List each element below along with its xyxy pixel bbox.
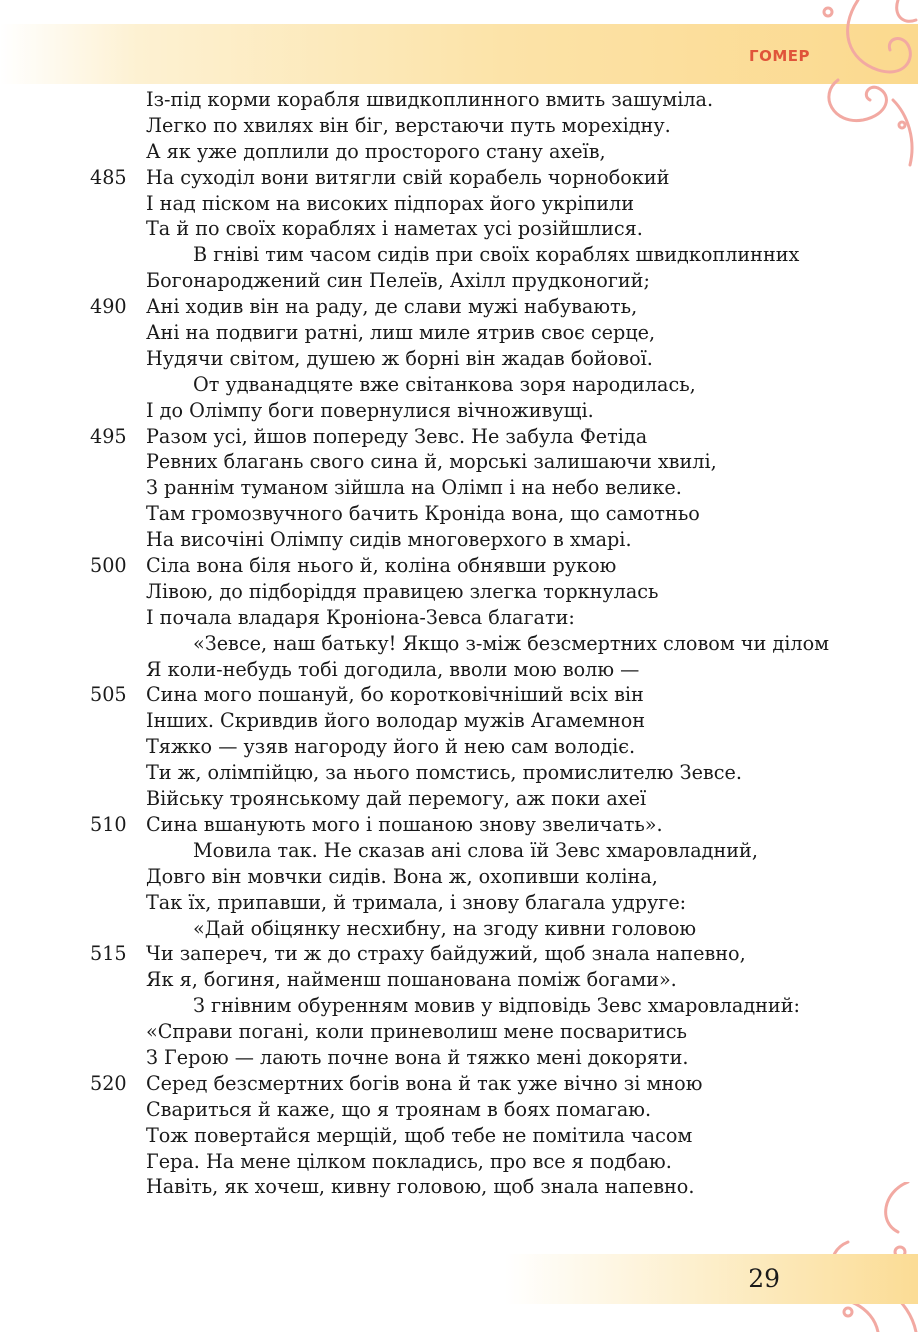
poem-line — [0, 398, 918, 424]
line-number: 510 — [90, 812, 127, 836]
poem-line — [0, 216, 918, 242]
running-head-title: ГОМЕР — [749, 47, 810, 65]
poem-text — [0, 87, 918, 1200]
line-text: От удванадцяте вже світанкова зоря народилась, — [193, 372, 696, 396]
line-number: 520 — [90, 1071, 127, 1095]
line-text: Гера. На мене цілком покладись, про все я подбаю. — [146, 1149, 672, 1173]
poem-line — [0, 967, 918, 993]
poem-line — [0, 320, 918, 346]
poem-line — [0, 242, 918, 268]
poem-line — [0, 682, 918, 708]
poem-line — [0, 786, 918, 812]
footer-band — [0, 1254, 918, 1304]
poem-line — [0, 657, 918, 683]
line-number: 490 — [90, 295, 127, 319]
poem-line — [0, 579, 918, 605]
line-text: І до Олімпу боги повернулися вічноживущі. — [146, 398, 594, 422]
line-number: 485 — [90, 165, 127, 189]
poem-line — [0, 1174, 918, 1200]
line-text: «Дай обіцянку несхибну, на згоду кивни головою — [193, 916, 697, 940]
line-text: І над піском на високих підпорах його укріпили — [146, 191, 634, 215]
line-text: Разом усі, йшов попереду Зевс. Не забула Фетіда — [146, 424, 648, 448]
line-text: Мовила так. Не сказав ані слова їй Зевс хмаровладний, — [193, 838, 758, 862]
line-text: В гніві тим часом сидів при своїх кораблях швидкоплинних — [193, 243, 800, 267]
poem-line — [0, 1123, 918, 1149]
poem-line — [0, 1045, 918, 1071]
line-text: Довго він мовчки сидів. Вона ж, охопивши коліна, — [146, 864, 658, 888]
line-text: Тож повертайся мерщій, щоб тебе не помітила часом — [146, 1123, 693, 1147]
line-text: З раннім туманом зійшла на Олімп і на небо велике. — [146, 476, 682, 500]
poem-line — [0, 113, 918, 139]
line-text: Сіла вона біля нього й, коліна обнявши рукою — [146, 554, 617, 578]
poem-line — [0, 424, 918, 450]
line-text: Ані на подвиги ратні, лиш миле ятрив своє серце, — [146, 321, 656, 345]
line-text: Чи запереч, ти ж до страху байдужий, щоб знала напевно, — [146, 942, 746, 966]
poem-line — [0, 268, 918, 294]
poem-line — [0, 838, 918, 864]
poem-line — [0, 760, 918, 786]
line-text: І почала владаря Кроніона-Зевса благати: — [146, 605, 575, 629]
line-text: На височіні Олімпу сидів многоверхого в хмарі. — [146, 528, 632, 552]
poem-line — [0, 812, 918, 838]
line-text: Богонароджений син Пелеїв, Ахілл прудконогий; — [146, 269, 650, 293]
poem-line — [0, 1149, 918, 1175]
poem-line — [0, 527, 918, 553]
poem-line — [0, 191, 918, 217]
poem-line — [0, 501, 918, 527]
line-text: Ти ж, олімпійцю, за нього помстись, промислителю Зевсе. — [146, 761, 742, 785]
poem-line — [0, 864, 918, 890]
poem-line — [0, 294, 918, 320]
poem-line — [0, 1019, 918, 1045]
poem-line — [0, 916, 918, 942]
line-text: Як я, богиня, найменш пошанована поміж богами». — [146, 968, 677, 992]
line-text: Там громозвучного бачить Кроніда вона, що самотньо — [146, 502, 700, 526]
line-text: З гнівним обуренням мовив у відповідь Зевс хмаровладний: — [193, 994, 800, 1018]
poem-line — [0, 372, 918, 398]
poem-line — [0, 1097, 918, 1123]
page-number: 29 — [748, 1264, 780, 1293]
line-text: Тяжко — узяв нагороду його й нею сам володіє. — [146, 735, 636, 759]
line-text: Я коли-небудь тобі догодила, вволи мою волю — — [146, 657, 640, 681]
line-text: Навіть, як хочеш, кивну головою, щоб знала напевно. — [146, 1175, 695, 1199]
line-text: Свариться й каже, що я троянам в боях помагаю. — [146, 1097, 652, 1121]
poem-line — [0, 553, 918, 579]
line-text: Війську троянському дай перемогу, аж поки ахеї — [146, 787, 647, 811]
line-number: 500 — [90, 554, 127, 578]
poem-line — [0, 708, 918, 734]
line-text: Серед безсмертних богів вона й так уже вічно зі мною — [146, 1071, 703, 1095]
line-text: Сина мого пошануй, бо коротковічніший всіх він — [146, 683, 644, 707]
poem-line — [0, 139, 918, 165]
poem-line — [0, 890, 918, 916]
line-text: Ані ходив він на раду, де слави мужі набувають, — [146, 295, 638, 319]
line-number: 515 — [90, 942, 127, 966]
line-text: Сина вшанують мого і пошаною знову звеличать». — [146, 812, 663, 836]
line-text: Ревних благань свого сина й, морські залишаючи хвилі, — [146, 450, 717, 474]
line-text: На суходіл вони витягли свій корабель чорнобокий — [146, 165, 670, 189]
poem-line — [0, 941, 918, 967]
poem-line — [0, 346, 918, 372]
poem-line — [0, 993, 918, 1019]
poem-line — [0, 605, 918, 631]
poem-line — [0, 475, 918, 501]
line-text: Інших. Скривдив його володар мужів Агамемнон — [146, 709, 646, 733]
line-text: Так їх, припавши, й тримала, і знову благала удруге: — [146, 890, 687, 914]
line-number: 495 — [90, 424, 127, 448]
poem-line — [0, 449, 918, 475]
poem-line — [0, 631, 918, 657]
line-text: Легко по хвилях він біг, верстаючи путь морехідну. — [146, 113, 671, 137]
poem-line — [0, 1071, 918, 1097]
poem-line — [0, 165, 918, 191]
line-number: 505 — [90, 683, 127, 707]
line-text: З Герою — лають почне вона й тяжко мені докоряти. — [146, 1045, 689, 1069]
line-text: Та й по своїх кораблях і наметах усі розійшлися. — [146, 217, 643, 241]
line-text: Із-під корми корабля швидкоплинного вмить зашуміла. — [146, 88, 714, 111]
line-text: «Зевсе, наш батьку! Якщо з-між безсмертних словом чи ділом — [193, 631, 830, 655]
line-text: Лівою, до підборіддя правицею злегка торкнулась — [146, 579, 659, 603]
poem-line — [0, 87, 918, 113]
line-text: Нудячи світом, душею ж борні він жадав бойової. — [146, 346, 653, 370]
poem-line — [0, 734, 918, 760]
line-text: А як уже доплили до просторого стану ахеїв, — [146, 139, 606, 163]
line-text: «Справи погані, коли приневолиш мене посваритись — [146, 1020, 687, 1044]
